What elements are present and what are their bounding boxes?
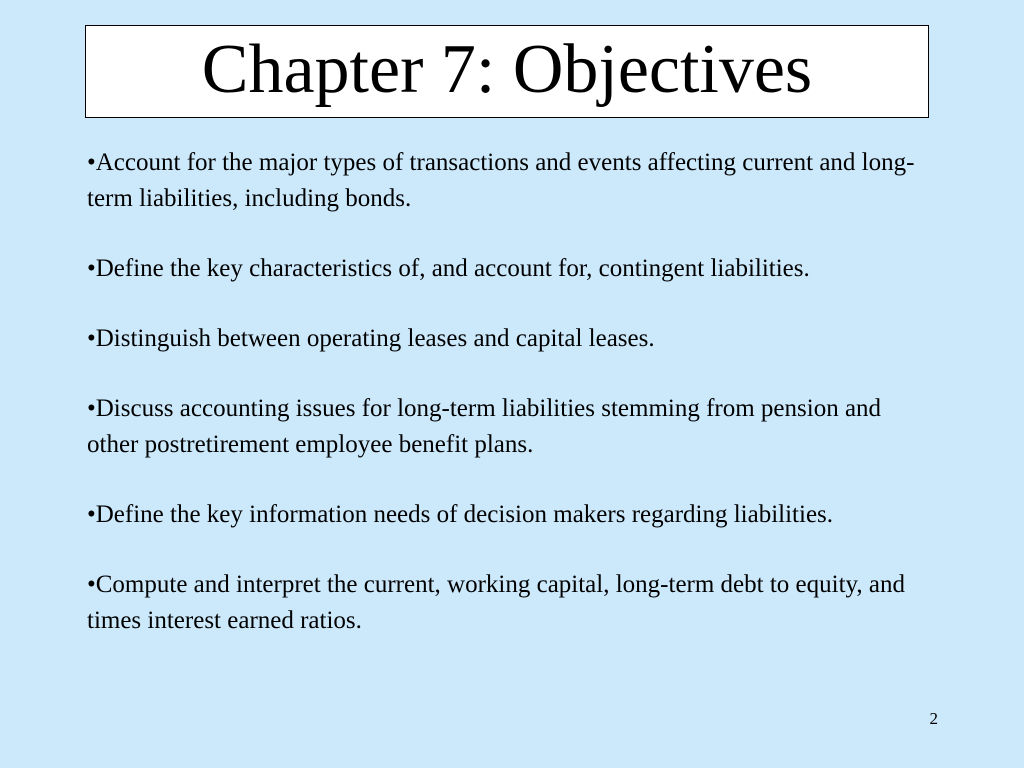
page-number: 2: [929, 709, 938, 728]
objective-item: •Compute and interpret the current, working capital, long-term debt to equity, and times interest earned ratios.: [87, 571, 906, 634]
objective-item: •Distinguish between operating leases and capital leases.: [87, 325, 655, 352]
objective-item: •Define the key characteristics of, and account for, contingent liabilities.: [87, 255, 810, 282]
objective-item: •Account for the major types of transactions and events affecting current and long-term liabilities, including bonds.: [87, 149, 915, 212]
objective-item: •Discuss accounting issues for long-term liabilities stemming from pension and other postretirement employee benefit plans.: [87, 395, 882, 458]
objectives-list: [87, 145, 917, 673]
title-box: [85, 25, 929, 118]
objective-item: •Define the key information needs of decision makers regarding liabilities.: [87, 501, 834, 528]
slide-title: Chapter 7: Objectives: [201, 30, 813, 108]
